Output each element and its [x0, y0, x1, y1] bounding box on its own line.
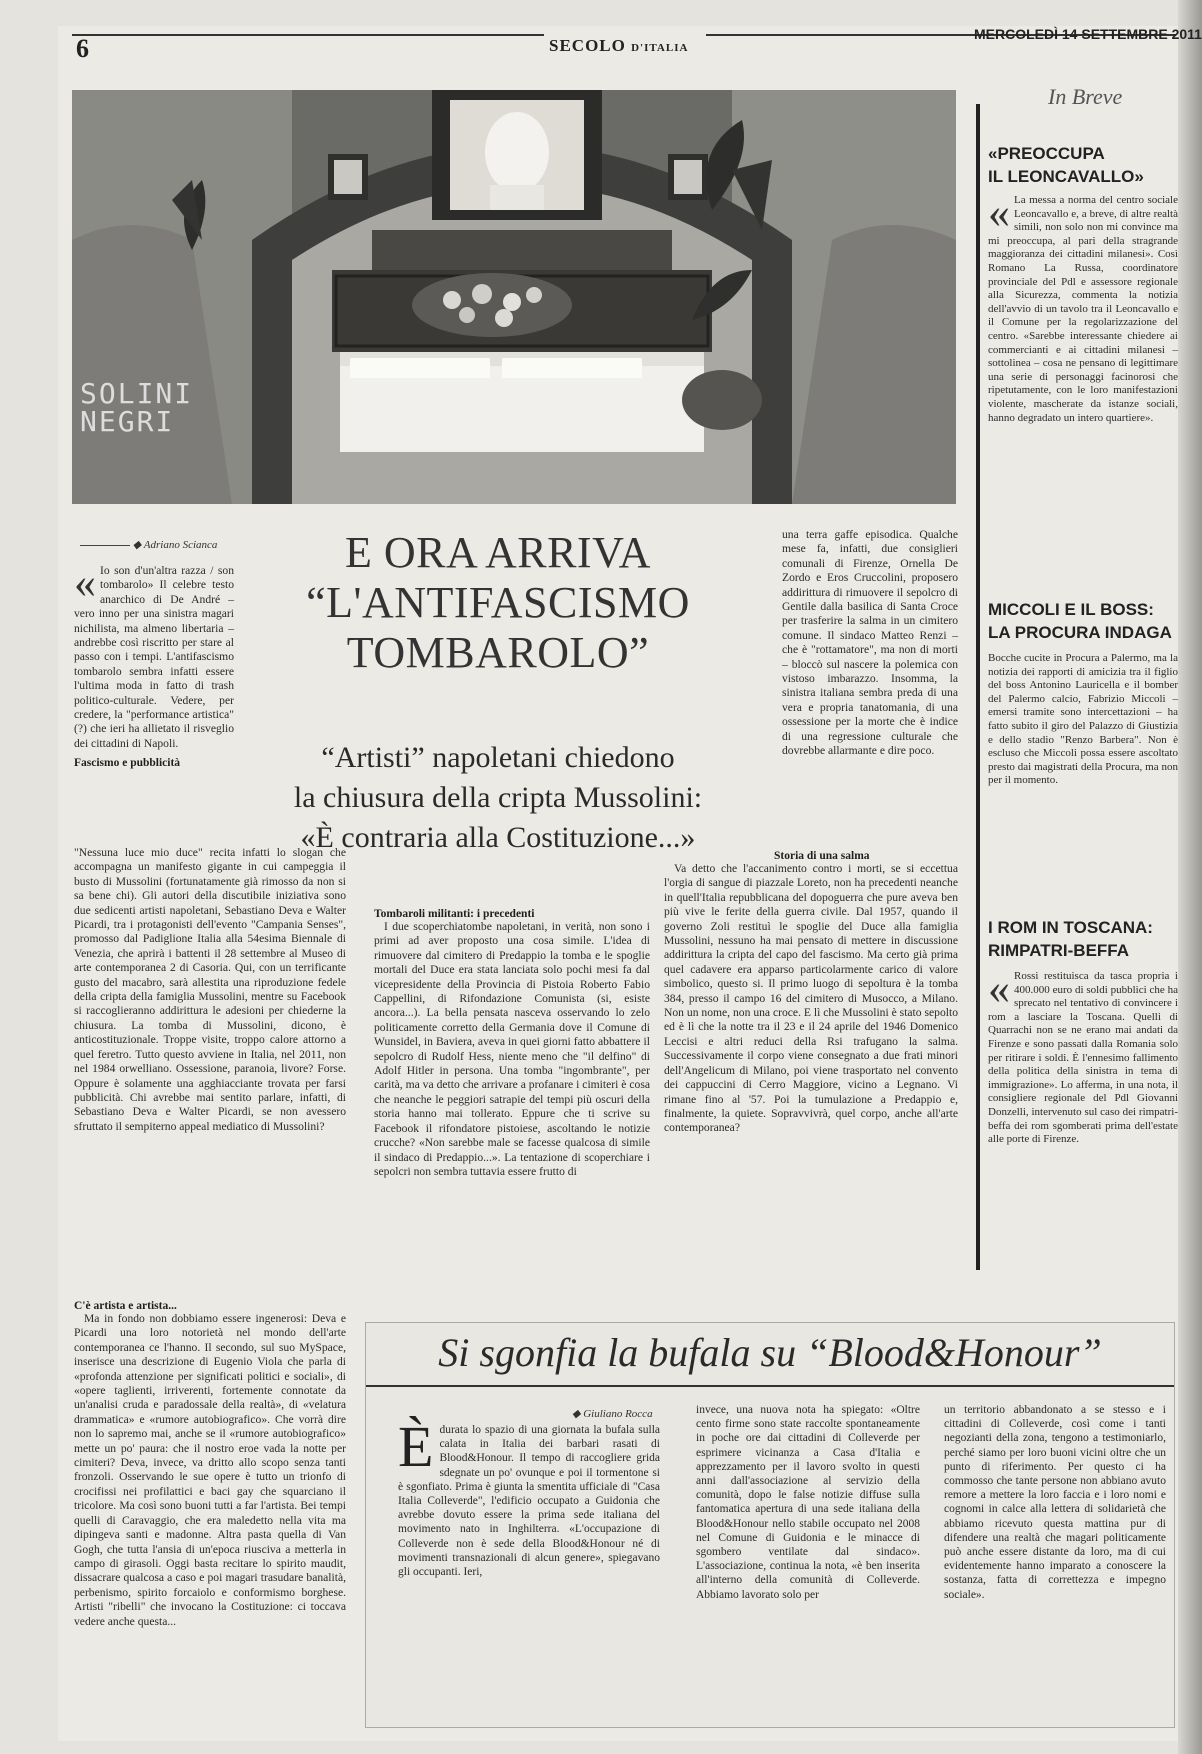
paragraph: invece, una nuova nota ha spiegato: «Oltre cento firme sono state raccolte spontaneamente in poche ore dai cittadini di Colleverde per esprimere vicinanza a Casa d'Italia e apprezzamento per il lavoro svolto in questi anni dall'associazione al servizio della comunità, dopo le false notizie diffuse sulla fantomatica apertura di una sede italiana della Blood&Honour nello stabile occupato nel 2008 nel Comune di Guidonia e le minacce di sgombero ventilate dal sindaco». L'associazione, continua la nota, «è ben inserita all'interno della comunità di Colleverde. Abbiamo lavorato solo per: [696, 1404, 920, 1601]
box-col-3: [944, 1403, 1166, 1602]
header-rule: [112, 34, 544, 36]
brief-leoncavallo-text: [988, 188, 1178, 425]
author-name: Adriano Scianca: [143, 539, 218, 551]
box-author: Giuliano Rocca: [583, 1408, 653, 1420]
paragraph: un territorio abbandonato a se stesso e i cittadini di Colleverde, così come i tanti negozianti della zona, tengono a testimoniarlo, perché siamo per loro buoni vicini oltre che un punto di riferimento. Per questo ci ha commosso che tante persone non abbiano avuto remore a mettere la loro faccia e i loro nomi e cognomi in calce alla lettera di solidarietà che abbiamo ricevuto questa mattina pur di difendere una realtà che magari politicamente può anche essere distante da loro, ma di cui evidentemente hanno imparato a conoscere la sostanza, fatta di correttezza e impegno sociale».: [944, 1404, 1166, 1601]
headline-line: TOMBAROLO”: [346, 628, 650, 677]
subheadline-line: “Artisti” napoletani chiedono: [321, 741, 675, 774]
byline-rule: [80, 545, 130, 546]
paragraph: Bocche cucite in Procura a Palermo, ma la notizia dei rapporti di amicizia tra il figlio del boss Antonino Lauricella e il bomber del Palermo calcio, Fabrizio Miccoli – emersi tramite sono intercettazioni – ha fatto subito il giro del Palazzo di Giustizia e dello stadio "Renzo Barbera". Non è escluso che Miccoli possa essere ascoltato presto dai magistrati della Procura, ma non per il momento.: [988, 652, 1178, 787]
page-number: 6: [76, 34, 89, 63]
paragraph: La messa a norma del centro sociale Leoncavallo e, a breve, di altre realtà simili, non solo non mi convince ma mi preoccupa, al pari della stragrande maggioranza dei cittadini milanesi». Così Romano La Russa, coordinatore provinciale del Pdl e assessore regionale alla Sicurezza, commenta la notizia dell'avvio di un tavolo tra il Leoncavallo e il Comune per la regolarizzazione del centro. «Sarebbe interessante chiedere ai commercianti e ai cittadini milanesi – sottolinea – cosa ne pensano di legittimare una serie di personaggi facinorosi che ripetutamente, con le loro manifestazioni violente, mascherate da istanze sociali, hanno degradato un intero quartiere».: [988, 194, 1178, 424]
article-col-3: [782, 528, 958, 759]
title-line: I ROM IN TOSCANA:: [988, 918, 1153, 937]
box-title: Si sgonfia la bufala su “Blood&Honour”: [366, 1323, 1174, 1387]
brief-rom-title: [988, 916, 1178, 962]
subheadline: [238, 738, 758, 858]
box-byline: ◆ Giuliano Rocca: [572, 1408, 653, 1420]
paragraph: durata lo spazio di una giornata la bufala sulla calata in Italia dei barbari rasati di Blood&Honour. Il tempo di raccogliere grida sdegnate un po' ovunque e poi il tormentone si è sgonfiato. Prima è giunta la smentita ufficiale di "Casa Italia Colleverde", l'edificio occupato a Guidonia che avrebbe dovuto essere la prima sede italiana del movimento nato in Inghilterra. «L'occupazione di Colleverde non è sede della Blood&Honour né di movimenti transnazionali di alcun genere», spiegavano gli occupanti. Ieri,: [398, 1424, 660, 1579]
paragraph: Io son d'un'altra razza / son tombarolo» Il celebre testo anarchico di De André – vero inno per una sinistra magari nichilista, ma almeno libertaria – andrebbe così riscritto per stare al passo con i tempi. L'antifascismo tombarolo sembra infatti essere l'ultima moda in fatto di trash politico-culturale. Vedere, per credere, la "performance artistica" (?) che ieri ha allietato il risveglio dei cittadini di Napoli.: [74, 564, 234, 750]
headline: [238, 528, 758, 678]
subheadline-line: «È contraria alla Costituzione...»: [300, 821, 696, 854]
masthead-subtitle: D'ITALIA: [631, 42, 689, 54]
paragraph: Ma in fondo non dobbiamo essere ingenerosi: Deva e Picardi una loro notorietà nel mondo dell'arte contemporanea ce l'hanno. Il secondo, sul suo MySpace, inserisce una descrizione di Eugenio Viola che parla di «profonda attenzione per significati politici e sociali», di «opere taglienti, irriverenti, fortemente connotate da un'analisi cruda e paradossale della realtà», di «velatura drammatica» e «rumore autobiografico». Che vorrà dire non lo sapremo mai, anche se il «rumore autobiografico» mette un po' paura: che il nostro eroe vada la notte per cimiteri? Deva, invece, va dritto allo scopo senza tanti fronzoli. Osservando le sue opere è tutto un trionfo di crocifissi nei profilattici e baci gay che squarciano il tricolore. Ma così sono buoni tutti a far l'artista. Bei tempi quelli di Caravaggio, che era maledetto nella vita ma dipingeva santi e madonne. Altra pasta quella di Van Gogh, che tutta l'ansia di un'epoca riusciva a metterla in campo di girasoli. Oggi basta recitare lo spirito maudit, dissacrare qualcosa a caso e poi magari trasudare banalità, perbenismo, spirito forcaiolo e conformismo borghese. Artisti "ribelli" che invocano la Costituzione: ci toccava vedere anche questa...: [74, 1312, 346, 1628]
issue-date: MERCOLEDÌ 14 SETTEMBRE 2011: [974, 26, 1202, 42]
paragraph: I due scoperchiatombe napoletani, in verità, non sono i primi ad aver proposto una cosa simile. L'idea di rimuovere dal cimitero di Predappio la tomba e le spoglie mortali del Duce era stata lanciata solo pochi mesi fa dal vicepresidente della Provincia di Pistoia Roberto Fabio Cappellini, di Rifondazione Comunista (si, esiste ancora...). La bella pensata nasceva osservando lo zelo politicamente corretto della Germania dove il Comune di Wunsidel, in Baviera, aveva in quei giorni fatto abbattere il sepolcro di Rudolf Hess, niente meno che "il delfino" di Adolf Hitler in persona. Una tomba "ingombrante", per carità, ma va detto che arrivare a profanare i cimiteri è cosa che neanche le peggiori satrapie del tempi più oscuri della storia hanno mai tollerato. Eppure che ti scrive su Facebook il rifondatore pistoiese, ascoltando le notizie crucche? «Non sarebbe male se facesse qualcosa di simile il sindaco di Predappio...». La tentazione di scoperchiare i sepolcri non sembra tuttavia essere frutto di: [374, 920, 650, 1178]
title-line: LA PROCURA INDAGA: [988, 623, 1172, 642]
subheading: Tombaroli militanti: i precedenti: [374, 908, 535, 920]
paragraph: Rossi restituisca da tasca propria i 400.000 euro di soldi pubblici che ha sprecato nel tentativo di convincere i rom a lasciare la Toscana. Quelli di Quarrachi non se ne erano mai andati da Firenze e sono passati dalla Romania solo per ritirare i soldi. È l'ennesimo fallimento della politica della sinistra in tema di immigrazione». Lo afferma, in una nota, il consigliere regionale del Pdl Giovanni Donzelli, intervenuto sul caso dei rimpatri-beffa dei rom sgomberati prima dell'estate alle porte di Firenze.: [988, 970, 1178, 1146]
quote-mark-icon: «: [988, 964, 1010, 1013]
masthead: [549, 36, 688, 56]
headline-line: E ORA ARRIVA: [345, 528, 651, 577]
title-line: IL LEONCAVALLO»: [988, 167, 1144, 186]
paragraph: una terra gaffe episodica. Qualche mese fa, infatti, due consiglieri comunali di Firenze, Ornella De Zordo e Eros Cruccolini, proposero addirittura di rimuovere il sepolcro di Gentile dalla basilica di Santa Croce per trasferire la salma in un cimitero comune. Il sindaco Matteo Renzi – che è "rottamatore", ma non di morti – bloccò sul nascere la polemica con vistoso imbarazzo. Insomma, la sinistra italiana sembra preda di una vera e propria tanatomania, di una ossessione per la morte che è indice di una regressione culturale che dovrebbe allarmante e dire poco.: [782, 528, 958, 758]
subheadline-line: la chiusura della cripta Mussolini:: [293, 781, 703, 814]
photo-crypt-icon: [72, 90, 956, 504]
brief-miccoli: [988, 598, 1178, 788]
masthead-title: SECOLO: [549, 36, 626, 55]
brief-leoncavallo: [988, 142, 1178, 425]
subheading: C'è artista e artista...: [74, 1300, 177, 1312]
brief-rom-text: [988, 964, 1178, 1147]
article-col-1-cont: [74, 1294, 346, 1629]
title-line: RIMPATRI-BEFFA: [988, 941, 1130, 960]
article-col-2: [374, 908, 650, 1179]
brief-miccoli-text: [988, 652, 1178, 788]
title-line: «PREOCCUPA: [988, 144, 1105, 163]
blood-honour-box: [365, 1322, 1175, 1728]
drop-cap: È: [398, 1414, 434, 1479]
brief-rom: [988, 916, 1178, 1147]
brief-leoncavallo-title: [988, 142, 1178, 188]
brief-miccoli-title: [988, 598, 1178, 644]
subheading: Storia di una salma: [774, 850, 870, 862]
headline-line: “L'ANTIFASCISMO: [306, 578, 690, 627]
title-line: MICCOLI E IL BOSS:: [988, 600, 1154, 619]
byline: ◆ Adriano Scianca: [80, 538, 240, 551]
paragraph: "Nessuna luce mio duce" recita infatti lo slogan che accompagna un manifesto gigante in cui campeggia il busto di Mussolini (fortunatamente già rimosso da non si sa bene chi). Gli autori della discutibile iniziativa sono due sedicenti artisti napoletani, Sebastiano Deva e Walter Picardi, tra i protagonisti dell'evento "Campania Senses", promosso dal Padiglione Italia alla 54esima Biennale di Venezia, che aprirà i battenti il 28 settembre al Museo di arte contemporanea 2 di Casoria. Qui, con un terrificante gusto del macabro, sarà allestita una riproduzione fedele della cripta della famiglia Mussolini, mentre su Facebook si raccoglieranno addirittura le adesioni per chiederne la chiusura. La tomba di Mussolini, dicono, è anticostituzionale. Troppe visite, troppo calore attorno a quel feretro. Tutto questo avviene in Italia, nel 2011, non nel 1984 orwelliano. Ossessione, paranoia, livore? Forse. Oppure è solamente una agghiacciante trovata per farsi pubblicità. Chi avrebbe mai sentito parlare, infatti, di Sebastiano Deva e Walter Picardi, se non avessero sfruttato il sempiterno appeal mediatico di Mussolini?: [74, 846, 346, 1133]
box-col-2: [696, 1403, 920, 1602]
article-col-3-cont: [664, 850, 958, 1136]
quote-mark-icon: «: [988, 188, 1010, 237]
crypt-inscription: SOLINI NEGRI: [80, 377, 194, 438]
quote-mark-icon: «: [74, 558, 96, 607]
in-breve-label: In Breve: [1048, 84, 1123, 109]
article-col-1-intro: [74, 558, 234, 770]
paragraph: Va detto che l'accanimento contro i morti, se si eccettua l'orgia di sangue di piazzale Loreto, non ha precedenti neanche in quell'Italia repubblicana del dopoguerra che pure aveva ben più vive le ferite della guerra civile. Dal 1957, quando il governo Zoli restituì le spoglie del Duce alla famiglia Mussolini, nessuno ha mai pensato di mettere in discussione addirittura la cripta del capo del fascismo. Ma certo già prima quel cadavere era apparso particolarmente carico di valore simbolico, questo si. Il primo luogo di sepoltura è la tomba 384, presso il campo 16 del cimitero di Musocco, a Milano. Non un nome, non una croce. E lì che Mussolini è stato sepolto ed è lì che la notte tra il 23 e il 24 aprile del 1946 Domenico Leccisi e altri reduci della Rsi trafugano la salma. Successivamente il corpo viene consegnato a due frati minori dell'Angelicum di Milano, poi viene trasportato nel convento dei cappuccini di Cerro Maggiore, vicino a Legnano. Vi rimane fino al '57. Poi la tumulazione a Predappio e, finalmente, la quiete. Sopravvivrà, quel corpo, anche all'arte contemporanea?: [664, 862, 958, 1135]
article-col-1: [74, 846, 346, 1134]
subheading: Fascismo e pubblicità: [74, 757, 181, 770]
crypt-photo: [72, 90, 956, 504]
